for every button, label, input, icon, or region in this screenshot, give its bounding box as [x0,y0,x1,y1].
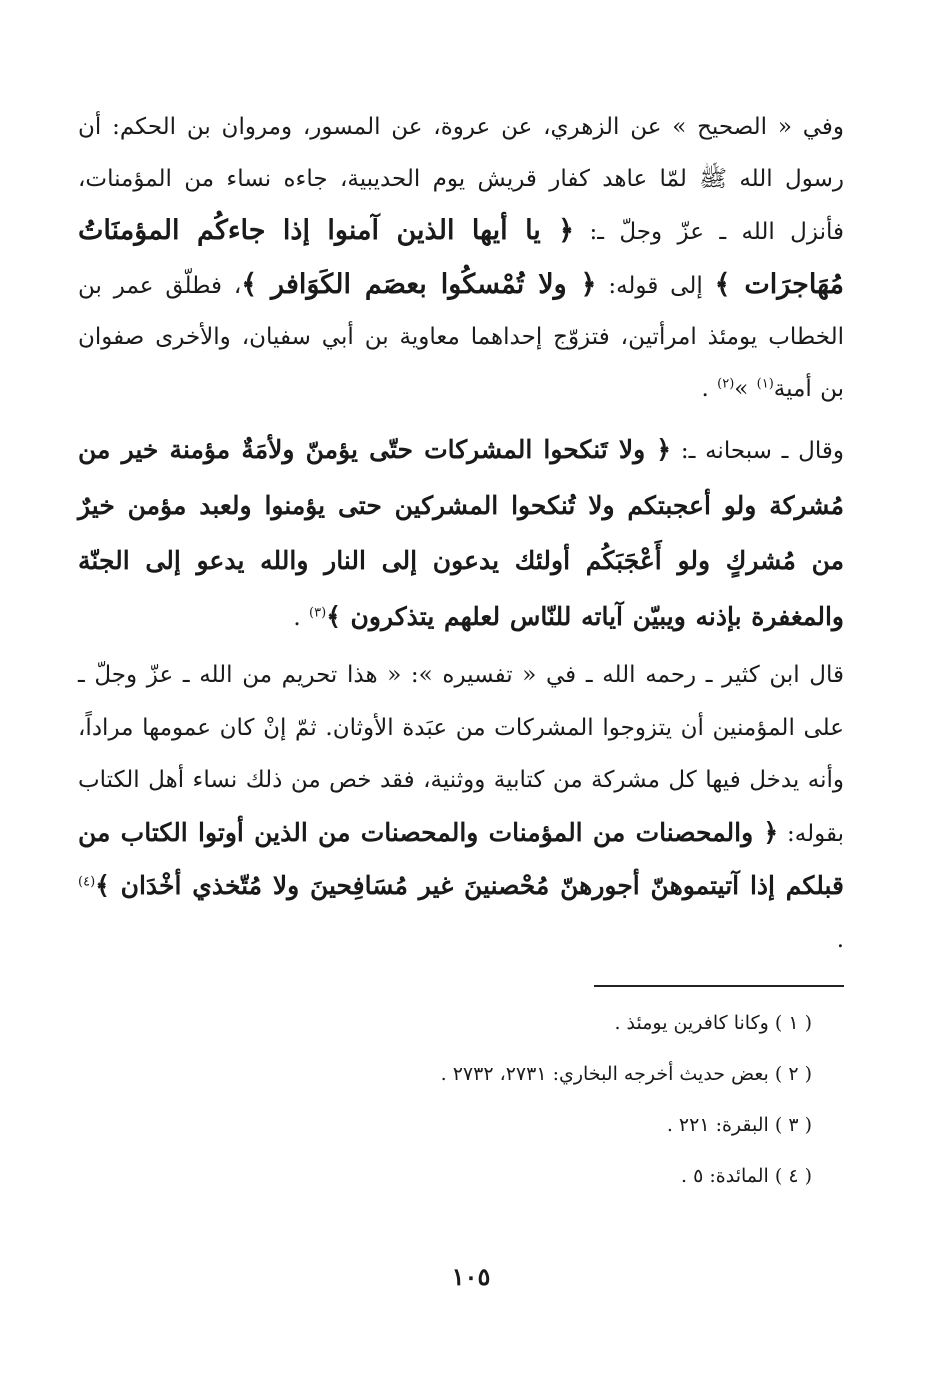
tafsir-text: قال ابن كثير ـ رحمه الله ـ في « تفسيره »: « هذا تحريم من الله ـ عزّ وجلّ ـ على المؤمنين أن يتزوجوا المشركات من عبَدة الأوثان. ثمّ إنْ كان عمومها مراداً، وأنه يدخل فيها كل مشركة من كتابية ووثنية، فقد خص من ذلك نساء أهل الكتاب بقوله: [78,662,844,847]
quran-verse-baqara: ﴿ ولا تَنكحوا المشركات حتّى يؤمنّ ولأمَةٌ مؤمنة خير من مُشركة ولو أعجبتكم ولا تُنكحوا المشركين حتى يؤمنوا ولعبد مؤمن خيرٌ من مُشركٍ ولو أَعْجَبَكُم أولئك يدعون إلى النار والله يدعو إلى الجنّة والمغفرة بإذنه ويبيّن آياته للنّاس لعلهم يتذكرون ﴾ [78,435,844,631]
footnote-ref-1: (١) [756,375,774,391]
paragraph-baqara [78,423,844,645]
paragraph-hadith [78,102,844,415]
hadith-text-to: إلى قوله: [608,272,703,299]
quran-verse-maida: ﴿ والمحصنات من المؤمنات والمحصنات من الذين أوتوا الكتاب من قبلكم إذا آتيتموهنّ أجورهنّ مُحْصنينَ غير مُسَافِحينَ ولا مُتّخذي أخْدَان ﴾ [78,817,844,900]
footnote-divider [594,985,844,987]
footnote-1: ( ١ ) وكانا كافرين يومئذ . [614,1012,812,1034]
footnotes [78,1002,812,1206]
main-text [78,102,844,966]
hadith-text: وفي « الصحيح » عن الزهري، عن عروة، عن المسور، ومروان بن الحكم: أن رسول الله ﷺ لمّا عاهد كفار قريش يوم الحديبية، جاءه نساء من المؤمنات، فأنزل الله ـ عزّ وجلّ ـ: [78,114,844,245]
period: . [293,604,310,631]
footnote-4: ( ٤ ) المائدة: ٥ . [681,1165,812,1187]
footnote-3: ( ٣ ) البقرة: ٢٢١ . [666,1114,812,1136]
page-number: ١٠٥ [451,1262,491,1291]
paragraph-ibn-kathir [78,649,844,966]
quran-verse-kawafir: ﴿ ولا تُمْسكُوا بعصَم الكَوَافر ﴾ [241,268,597,300]
closing-quote: » [734,375,757,402]
footnote-ref-4: (٤) [78,874,96,890]
hadith-text-end: ، فطلّق عمر بن الخطاب يومئذ امرأتين، فتزوّج إحداهما معاوية بن أبي سفيان، والأخرى صفوان بن أمية [78,272,844,402]
footnote-ref-2: (٢) [717,375,735,391]
footnote-ref-3: (٣) [309,604,327,620]
quran-verse-mumtahina: ﴿ يا أيها الذين آمنوا إذا جاءكُم المؤمنَاتُ مُهَاجرَات ﴾ [78,215,845,300]
period: . [836,926,844,953]
period: . [701,375,718,402]
intro-text: وقال ـ سبحانه ـ: [680,438,845,464]
footnote-2: ( ٢ ) بعض حديث أخرجه البخاري: ٢٧٣١، ٢٧٣٢ . [440,1063,812,1085]
